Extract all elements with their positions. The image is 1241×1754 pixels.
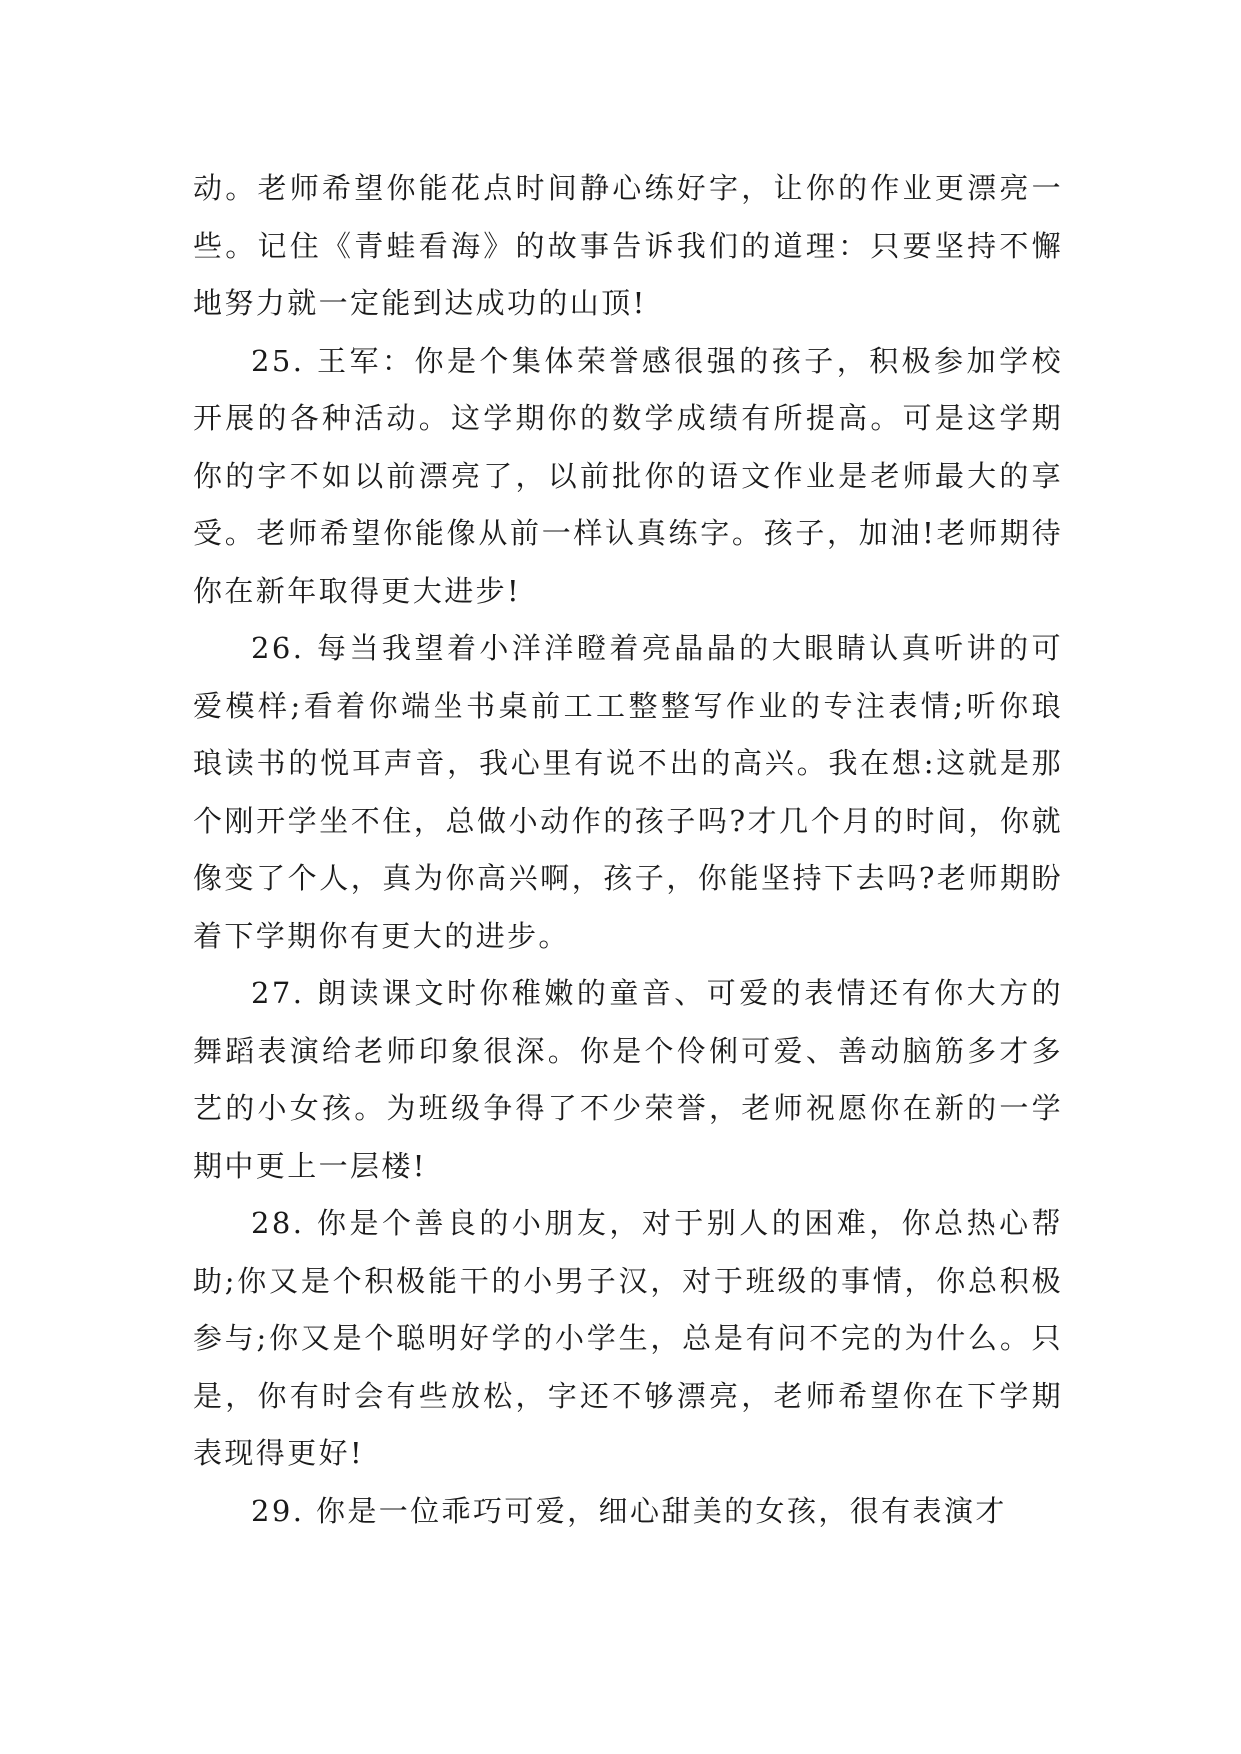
paragraph-item-27: 27. 朗读课文时你稚嫩的童音、可爱的表情还有你大方的舞蹈表演给老师印象很深。你是个伶俐可爱、善动脑筋多才多艺的小女孩。为班级争得了不少荣誉，老师祝愿你在新的一学期中更上一层楼! <box>193 976 1063 1183</box>
paragraph-continuation: 动。老师希望你能花点时间静心练好字，让你的作业更漂亮一些。记住《青蛙看海》的故事告诉我们的道理：只要坚持不懈地努力就一定能到达成功的山顶! <box>193 171 1063 320</box>
paragraph-item-28: 28. 你是个善良的小朋友，对于别人的困难，你总热心帮助;你又是个积极能干的小男子汉，对于班级的事情，你总积极参与;你又是个聪明好学的小学生，总是有问不完的为什么。只是，你有时会有些放松，字还不够漂亮，老师希望你在下学期表现得更好! <box>193 1206 1063 1470</box>
paragraph-item-25: 25. 王军：你是个集体荣誉感很强的孩子，积极参加学校开展的各种活动。这学期你的数学成绩有所提高。可是这学期你的字不如以前漂亮了，以前批你的语文作业是老师最大的享受。老师希望你能像从前一样认真练字。孩子，加油!老师期待你在新年取得更大进步! <box>193 343 1063 608</box>
document-body <box>193 160 1063 1540</box>
paragraph-item-29: 29. 你是一位乖巧可爱，细心甜美的女孩，很有表演才 <box>251 1493 1007 1528</box>
paragraph-item-26: 26. 每当我望着小洋洋瞪着亮晶晶的大眼睛认真听讲的可爱模样;看着你端坐书桌前工工整整写作业的专注表情;听你琅琅读书的悦耳声音，我心里有说不出的高兴。我在想:这就是那个刚开学坐不住，总做小动作的孩子吗?才几个月的时间，你就像变了个人，真为你高兴啊，孩子，你能坚持下去吗?老师期盼着下学期你有更大的进步。 <box>193 631 1063 953</box>
